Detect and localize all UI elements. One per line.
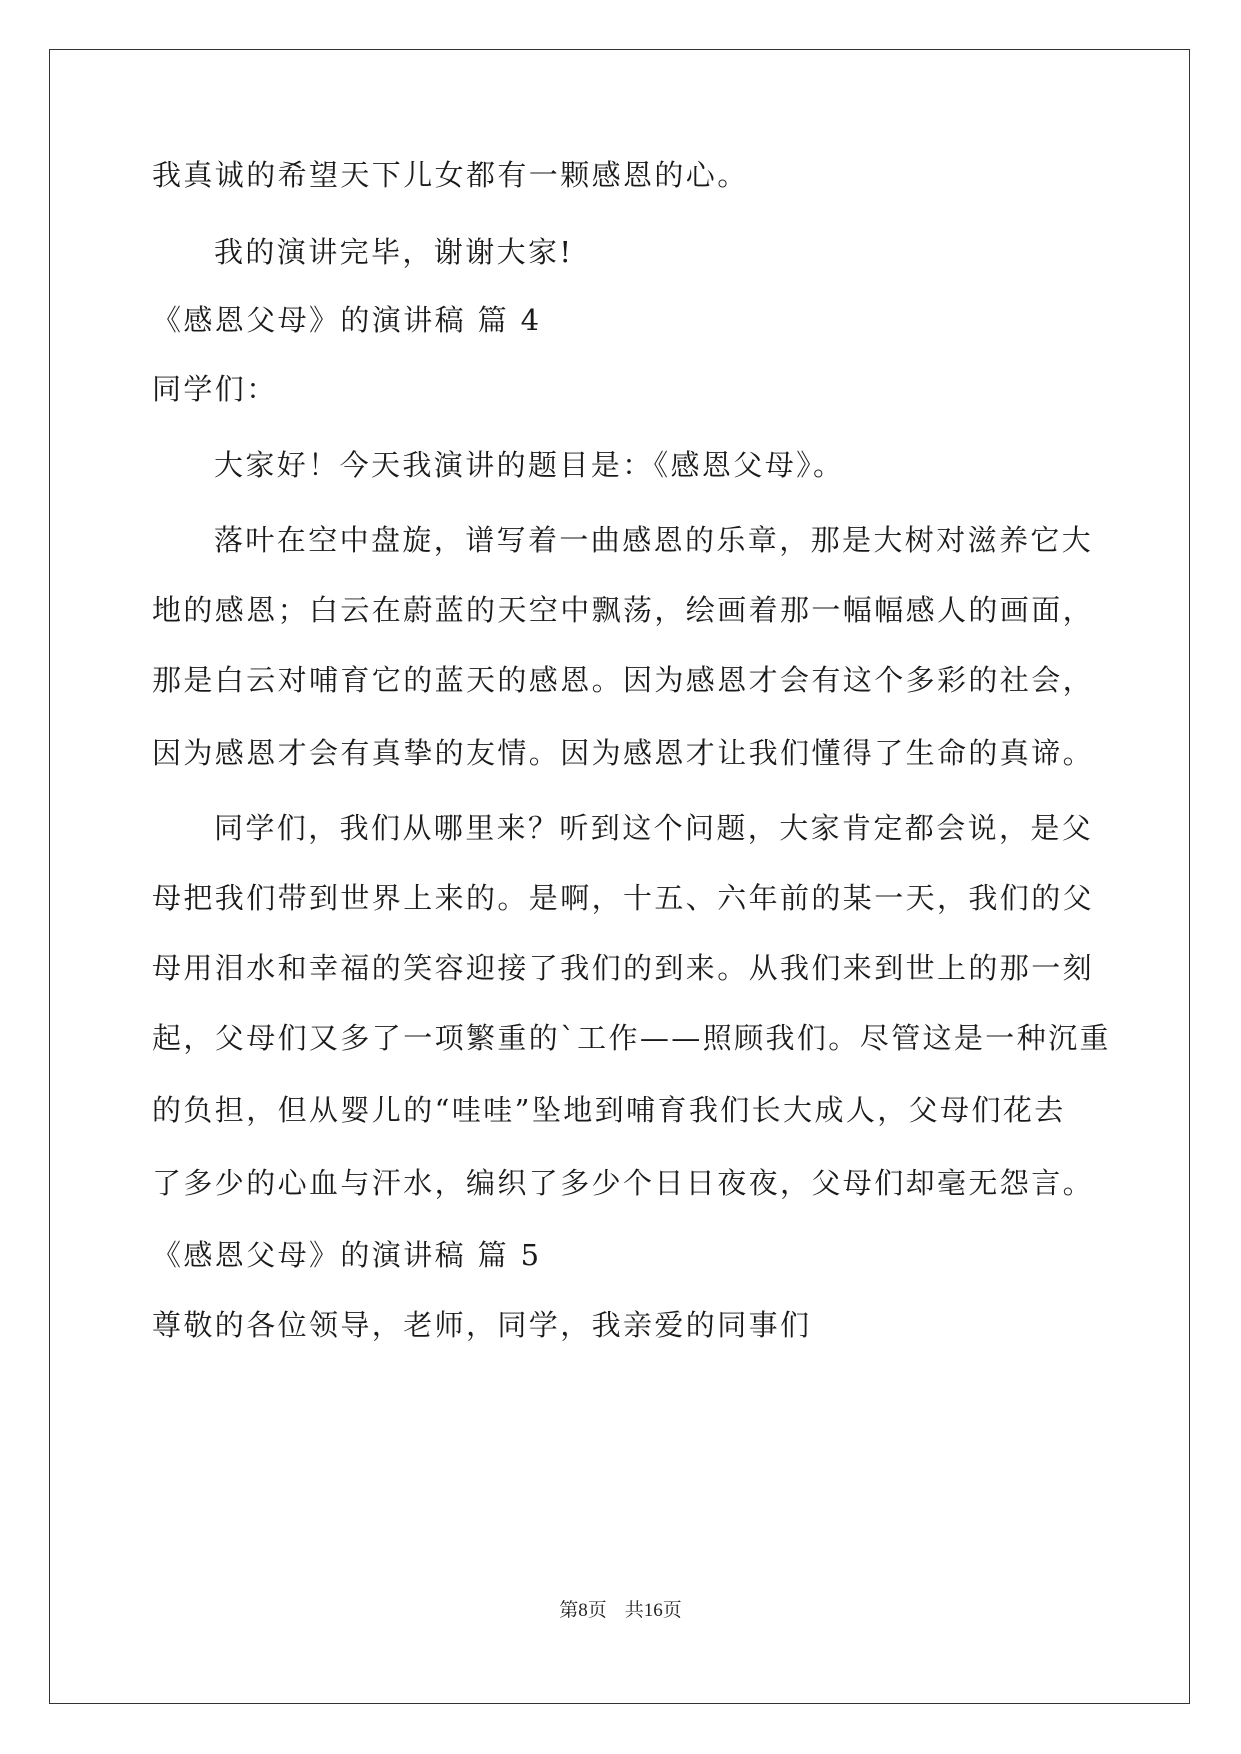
section-heading: 《感恩父母》的演讲稿 篇 4 (152, 303, 542, 337)
body-line: 的负担，但从婴儿的“哇哇”坠地到哺育我们长大成人，父母们花去 (152, 1093, 1066, 1127)
body-line: 母用泪水和幸福的笑容迎接了我们的到来。从我们来到世上的那一刻 (152, 951, 1095, 985)
body-line: 尊敬的各位领导，老师，同学，我亲爱的同事们 (152, 1308, 812, 1342)
body-line: 同学们： (152, 372, 278, 406)
footer-total-prefix: 共 (624, 1599, 644, 1621)
body-line: 大家好！今天我演讲的题目是：《感恩父母》。 (214, 448, 845, 482)
section-heading: 《感恩父母》的演讲稿 篇 5 (152, 1238, 542, 1272)
body-line: 那是白云对哺育它的蓝天的感恩。因为感恩才会有这个多彩的社会， (152, 663, 1095, 697)
body-line: 同学们，我们从哪里来？听到这个问题，大家肯定都会说，是父 (214, 811, 1094, 845)
body-line: 我的演讲完毕，谢谢大家! (214, 235, 574, 269)
body-line: 起，父母们又多了一项繁重的`工作——照顾我们。尽管这是一种沉重 (152, 1021, 1111, 1055)
body-line: 落叶在空中盘旋，谱写着一曲感恩的乐章，那是大树对滋养它大 (214, 523, 1094, 557)
footer-prefix: 第 (559, 1599, 579, 1621)
footer-page-suffix: 页 (587, 1599, 607, 1621)
body-line: 母把我们带到世界上来的。是啊，十五、六年前的某一天，我们的父 (152, 881, 1095, 915)
page-footer (0, 1598, 1241, 1623)
body-line: 我真诚的希望天下儿女都有一颗感恩的心。 (152, 158, 749, 192)
body-line: 地的感恩；白云在蔚蓝的天空中飘荡，绘画着那一幅幅感人的画面， (152, 593, 1095, 627)
body-line: 了多少的心血与汗水，编织了多少个日日夜夜，父母们却毫无怨言。 (152, 1166, 1095, 1200)
body-line: 因为感恩才会有真挚的友情。因为感恩才让我们懂得了生命的真谛。 (152, 736, 1095, 770)
footer-page-number: 8 (578, 1600, 588, 1621)
footer-total-suffix: 页 (662, 1599, 682, 1621)
page-border (49, 49, 1190, 1704)
footer-total-pages: 16 (643, 1600, 663, 1621)
